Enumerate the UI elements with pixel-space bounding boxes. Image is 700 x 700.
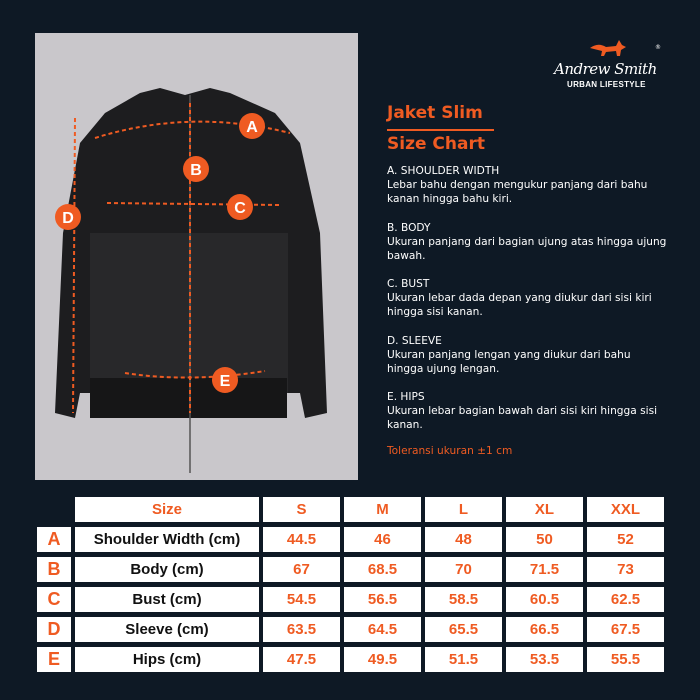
row-letter: D xyxy=(37,617,71,642)
size-value: 46 xyxy=(344,527,421,552)
title-divider xyxy=(387,129,494,131)
size-value: 65.5 xyxy=(425,617,502,642)
fox-logo-icon xyxy=(588,38,628,58)
header-size-s: S xyxy=(263,497,340,522)
svg-text:C: C xyxy=(234,200,246,217)
size-value: 64.5 xyxy=(344,617,421,642)
product-title: Jaket Slim xyxy=(387,103,483,123)
size-value: 71.5 xyxy=(506,557,583,582)
product-photo xyxy=(35,33,358,480)
size-value: 55.5 xyxy=(587,647,664,672)
size-chart-title: Size Chart xyxy=(387,134,485,154)
description-heading: C. BUST xyxy=(387,278,430,290)
svg-text:D: D xyxy=(62,210,74,227)
size-value: 52 xyxy=(587,527,664,552)
table-row xyxy=(37,587,664,612)
table-header-row xyxy=(37,497,664,522)
description-text: Ukuran lebar bagian bawah dari sisi kiri hingga sisi kanan. xyxy=(387,405,658,431)
size-value: 73 xyxy=(587,557,664,582)
size-value: 67.5 xyxy=(587,617,664,642)
size-value: 53.5 xyxy=(506,647,583,672)
description-sleeve xyxy=(387,334,667,376)
header-size-m: M xyxy=(344,497,421,522)
size-value: 44.5 xyxy=(263,527,340,552)
row-label: Body (cm) xyxy=(75,557,259,582)
blank-cell xyxy=(37,497,71,522)
size-value: 50 xyxy=(506,527,583,552)
header-size-xl: XL xyxy=(506,497,583,522)
size-value: 63.5 xyxy=(263,617,340,642)
description-text: Ukuran panjang dari bagian ujung atas hingga ujung bawah. xyxy=(387,235,667,262)
header-size: Size xyxy=(75,497,259,522)
description-heading: D. SLEEVE xyxy=(387,334,442,347)
description-text: Ukuran panjang lengan yang diukur dari bahu hingga ujung lengan. xyxy=(387,348,631,375)
row-label: Shoulder Width (cm) xyxy=(75,527,259,552)
row-label: Sleeve (cm) xyxy=(75,617,259,642)
brand-logo: Andrew Smith xyxy=(554,60,657,78)
svg-text:E: E xyxy=(219,373,231,390)
size-value: 51.5 xyxy=(425,647,502,672)
table-row xyxy=(37,647,664,672)
size-value: 70 xyxy=(425,557,502,582)
header-size-xxl: XXL xyxy=(587,497,664,522)
marker-b xyxy=(183,156,209,182)
marker-a xyxy=(239,113,265,139)
size-table xyxy=(33,492,668,677)
row-letter: C xyxy=(37,587,71,612)
size-value: 66.5 xyxy=(506,617,583,642)
header-size-l: L xyxy=(425,497,502,522)
marker-c xyxy=(227,194,253,220)
marker-d xyxy=(55,204,81,230)
tolerance-note: Toleransi ukuran ±1 cm xyxy=(387,445,513,457)
description-hips xyxy=(387,390,667,432)
brand-tagline: URBAN LIFESTYLE xyxy=(567,80,646,89)
row-letter: B xyxy=(37,557,71,582)
description-bust xyxy=(387,277,667,319)
size-value: 54.5 xyxy=(263,587,340,612)
description-heading: E. HIPS xyxy=(387,391,425,403)
marker-e xyxy=(212,367,238,393)
description-text: Ukuran lebar dada depan yang diukur dari sisi kiri hingga sisi kanan. xyxy=(387,292,652,318)
description-heading: B. BODY xyxy=(387,221,431,234)
table-row xyxy=(37,527,664,552)
size-value: 47.5 xyxy=(263,647,340,672)
description-heading: A. SHOULDER WIDTH xyxy=(387,165,500,177)
size-value: 60.5 xyxy=(506,587,583,612)
size-value: 58.5 xyxy=(425,587,502,612)
row-label: Hips (cm) xyxy=(75,647,259,672)
svg-text:A: A xyxy=(246,119,258,136)
row-label: Bust (cm) xyxy=(75,587,259,612)
size-value: 56.5 xyxy=(344,587,421,612)
description-text: Lebar bahu dengan mengukur panjang dari bahu kanan hingga bahu kiri. xyxy=(387,179,648,205)
description-body xyxy=(387,221,667,263)
size-value: 49.5 xyxy=(344,647,421,672)
size-value: 68.5 xyxy=(344,557,421,582)
row-letter: E xyxy=(37,647,71,672)
size-value: 48 xyxy=(425,527,502,552)
svg-text:B: B xyxy=(190,162,202,179)
description-shoulder-width xyxy=(387,164,667,206)
row-letter: A xyxy=(37,527,71,552)
table-row xyxy=(37,557,664,582)
registered-mark: ® xyxy=(655,44,661,51)
size-value: 62.5 xyxy=(587,587,664,612)
table-row xyxy=(37,617,664,642)
size-value: 67 xyxy=(263,557,340,582)
